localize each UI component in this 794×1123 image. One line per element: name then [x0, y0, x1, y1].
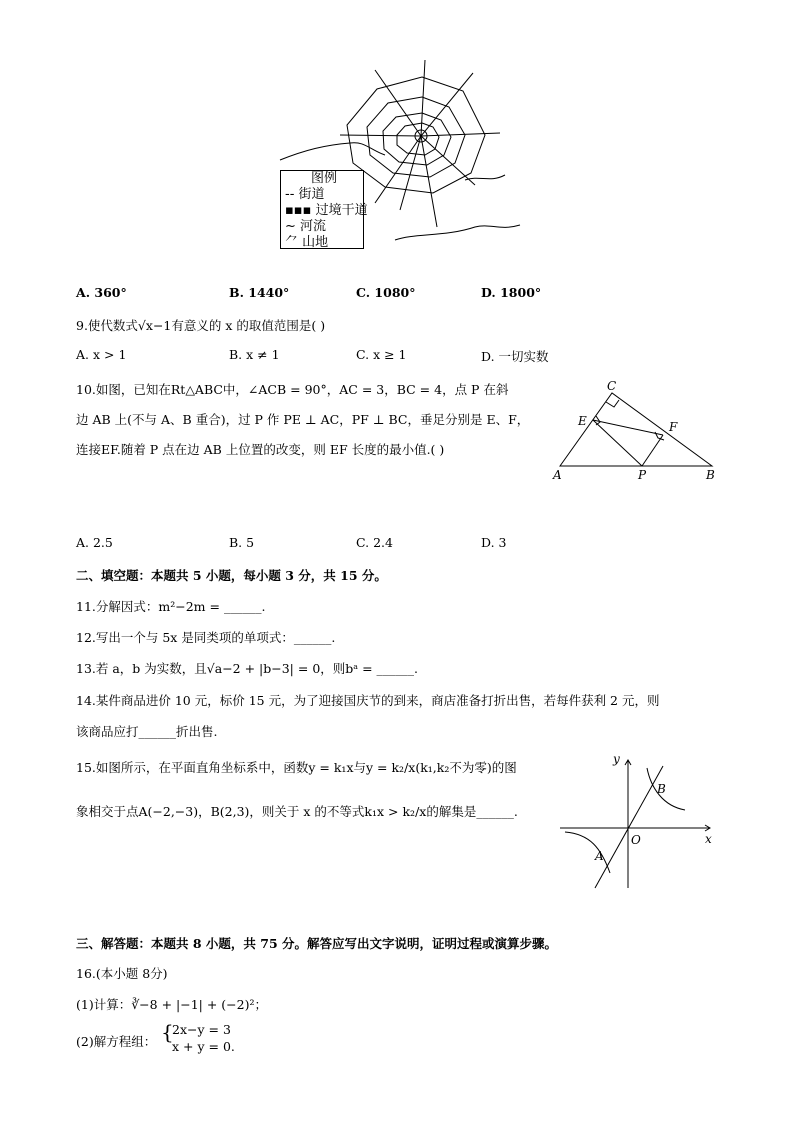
- label-point-b: B: [657, 782, 666, 796]
- q10-line-1: 10.如图，已知在Rt△ABC中，∠ACB = 90°，AC = 3，BC = 4，点 P 在斜: [76, 382, 509, 397]
- label-x: x: [705, 832, 712, 846]
- q8-option-d: D. 1800°: [481, 285, 542, 300]
- legend-item-street: -- 街道: [285, 187, 325, 202]
- q16-part1: (1)计算：∛−8 + |−1| + (−2)²；: [76, 997, 267, 1012]
- map-legend: [280, 170, 368, 250]
- q14-line-1: 14.某件商品进价 10 元，标价 15 元，为了迎接国庆节的到来，商店准备打折出售，若每件获利 2 元，则: [76, 693, 660, 708]
- q9-option-c: C. x ≥ 1: [356, 347, 407, 362]
- q16-eq2: x + y = 0.: [172, 1039, 235, 1054]
- q11-text: 11.分解因式：m²−2m = ______.: [76, 599, 266, 614]
- q14-line-2: 该商品应打______折出售.: [76, 724, 218, 739]
- q8-option-c: C. 1080°: [356, 285, 416, 300]
- legend-item-river: ~ 河流: [285, 219, 327, 234]
- label-c: C: [607, 379, 617, 393]
- q10-line-3: 连接EF.随着 P 点在边 AB 上位置的改变，则 EF 长度的最小值.( ): [76, 442, 445, 457]
- system-brace: {: [161, 1020, 174, 1044]
- q10-option-d: D. 3: [481, 535, 507, 550]
- q9-text: 9.使代数式√x−1有意义的 x 的取值范围是( ): [76, 318, 326, 333]
- q16-eq1: 2x−y = 3: [172, 1022, 231, 1037]
- coordinate-figure: [555, 748, 725, 893]
- label-o: O: [631, 833, 641, 847]
- legend-item-highway: ▪▪▪ 过境干道: [285, 203, 368, 218]
- q12-text: 12.写出一个与 5x 是同类项的单项式：______.: [76, 630, 336, 645]
- q9-option-b: B. x ≠ 1: [229, 347, 280, 362]
- q10-option-c: C. 2.4: [356, 535, 393, 550]
- q8-option-a: A. 360°: [76, 285, 127, 300]
- section2-heading: 二、填空题：本题共 5 小题，每小题 3 分，共 15 分。: [76, 568, 387, 583]
- triangle-figure: [550, 378, 725, 483]
- legend-item-mountain: ⺈ 山地: [285, 235, 329, 250]
- q10-line-2: 边 AB 上(不与 A、B 重合)，过 P 作 PE ⊥ AC，PF ⊥ BC，垂足分别是 E、F，: [76, 412, 530, 427]
- q15-line-2: 象相交于点A(−2,−3)，B(2,3)，则关于 x 的不等式k₁x > k₂/x的解集是______.: [76, 804, 518, 819]
- q9-option-a: A. x > 1: [76, 347, 127, 362]
- section3-heading: 三、解答题：本题共 8 小题，共 75 分。解答应写出文字说明，证明过程或演算步骤。: [76, 936, 558, 951]
- q13-text: 13.若 a，b 为实数，且√a−2 + |b−3| = 0，则bᵃ = ______.: [76, 661, 418, 676]
- label-b: B: [706, 468, 715, 482]
- q10-option-b: B. 5: [229, 535, 255, 550]
- label-a: A: [553, 468, 562, 482]
- label-y: y: [613, 752, 620, 766]
- label-point-a: A: [595, 849, 604, 863]
- label-p: P: [638, 468, 647, 482]
- label-e: E: [578, 414, 587, 428]
- q9-option-d: D. 一切实数: [481, 349, 549, 364]
- q10-option-a: A. 2.5: [76, 535, 113, 550]
- q15-line-1: 15.如图所示，在平面直角坐标系中，函数y = k₁x与y = k₂/x(k₁,k₂不为零)的图: [76, 760, 517, 775]
- q8-option-b: B. 1440°: [229, 285, 290, 300]
- label-f: F: [669, 420, 678, 434]
- q16-title: 16.(本小题 8分): [76, 966, 168, 981]
- q16-part2-label: (2)解方程组：: [76, 1034, 157, 1049]
- legend-title: 图例: [310, 171, 337, 186]
